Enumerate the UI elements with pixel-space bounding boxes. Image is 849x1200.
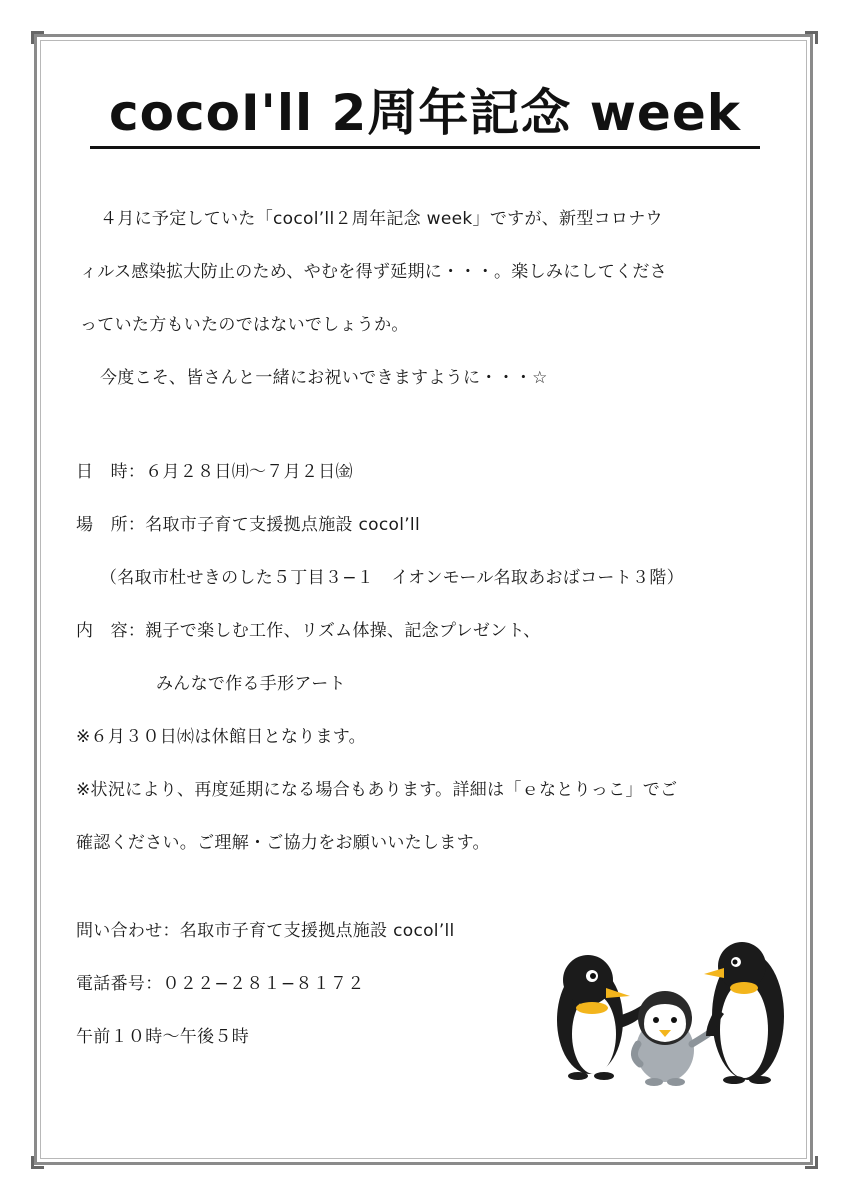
intro-line: ィルス感染拡大防止のため、やむを得ず延期に・・・。楽しみにしてくださ (80, 262, 668, 282)
event-date: 日 時：６月２８日㈪〜７月２日㈮ (76, 462, 353, 482)
closed-day-note: ※６月３０日㈬は休館日となります。 (76, 727, 366, 747)
corner-ornament (805, 31, 818, 44)
corner-ornament (31, 1156, 44, 1169)
intro-line: っていた方もいたのではないでしょうか。 (80, 315, 409, 335)
intro-paragraph (80, 193, 780, 405)
corner-ornament (805, 1156, 818, 1169)
postpone-note: ※状況により、再度延期になる場合もあります。詳細は「ｅなとりっこ」でご (76, 780, 678, 800)
penguin-adult-right-icon (704, 942, 784, 1084)
business-hours: 午前１０時〜午後５時 (76, 1027, 249, 1047)
page-title: cocoI'll 2周年記念 week (108, 84, 742, 142)
intro-line: 今度こそ、皆さんと一緒にお祝いできますように・・・☆ (100, 368, 548, 388)
event-details (76, 446, 796, 870)
contact-info (76, 905, 536, 1064)
intro-line: ４月に予定していた「cocol’ll２周年記念 week」ですが、新型コロナウ (100, 209, 663, 229)
title-underline (90, 146, 760, 149)
corner-ornament (31, 31, 44, 44)
postpone-note-continued: 確認ください。ご理解・ご協力をお願いいたします。 (76, 833, 490, 853)
inquiry-line: 問い合わせ：名取市子育て支援拠点施設 cocol’ll (76, 921, 455, 941)
event-place: 場 所：名取市子育て支援拠点施設 cocol’ll (76, 515, 420, 535)
phone-number: 電話番号：０２２−２８１−８１７２ (76, 974, 365, 994)
event-content-continued: みんなで作る手形アート (156, 674, 346, 694)
penguin-family-illustration (548, 938, 798, 1088)
event-content: 内 容：親子で楽しむ工作、リズム体操、記念プレゼント、 (76, 621, 541, 641)
event-address: （名取市杜せきのした５丁目３−１ イオンモール名取あおばコート３階） (100, 568, 684, 588)
penguin-chick-icon (634, 991, 708, 1086)
